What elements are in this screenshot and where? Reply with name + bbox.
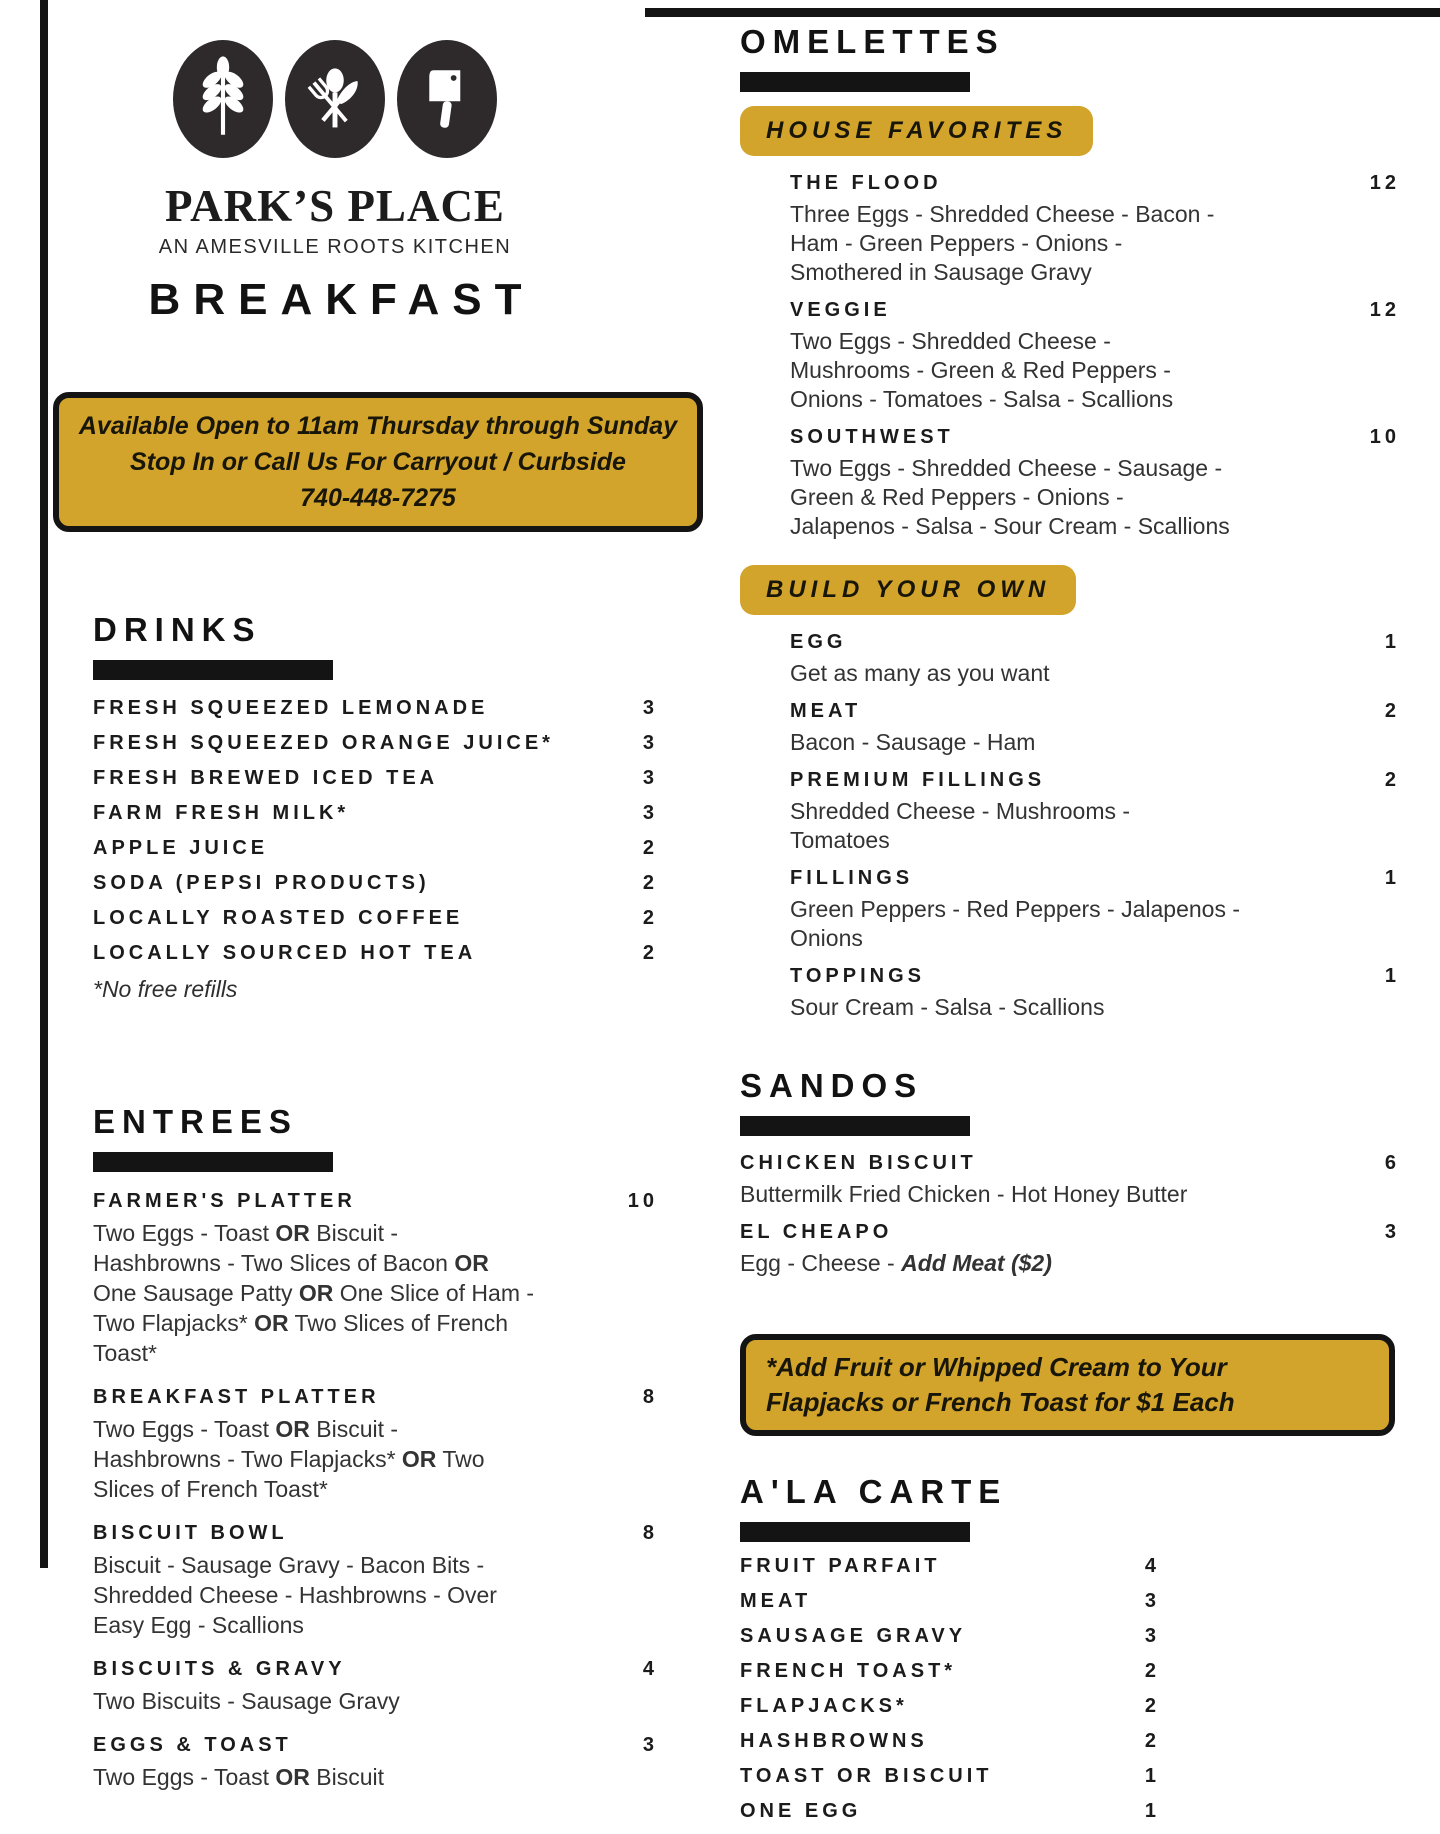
drink-name: SODA (PEPSI PRODUCTS): [93, 872, 430, 894]
item-price: 1: [1384, 965, 1400, 987]
alacarte-heading: A'LA CARTE: [740, 1473, 1008, 1510]
drink-row: [93, 871, 658, 895]
item-price: 1: [1384, 631, 1400, 653]
alacarte-row: [740, 1624, 1160, 1648]
item-price: 2: [1384, 769, 1400, 791]
item-description: Buttermilk Fried Chicken - Hot Honey Butter: [740, 1181, 1188, 1207]
menu-item-head: [93, 1384, 658, 1410]
house-favorites-pill: HOUSE FAVORITES: [740, 106, 1093, 156]
menu-item: [790, 424, 1400, 541]
entrees-list: [93, 1188, 658, 1792]
item-price: 6: [1384, 1152, 1400, 1174]
omelettes-heading: OMELETTES: [740, 23, 1005, 60]
banner-phone-number: 740-448-7275: [300, 484, 456, 512]
item-description: Egg - Cheese - Add Meat ($2): [740, 1250, 1052, 1276]
heading-underline-bar: [93, 660, 333, 680]
heading-underline-bar: [740, 1522, 970, 1542]
note-line: *Add Fruit or Whipped Cream to Your: [766, 1352, 1227, 1382]
item-price: 2: [1384, 700, 1400, 722]
alacarte-row: [740, 1729, 1160, 1753]
build-your-own-items: [790, 629, 1400, 1022]
item-description: Biscuit - Sausage Gravy - Bacon Bits - Shredded Cheese - Hashbrowns - Over Easy Egg - Scallions: [93, 1552, 497, 1638]
item-name: EL CHEAPO: [740, 1221, 893, 1243]
item-price: 4: [1144, 1555, 1160, 1577]
item-name: FILLINGS: [790, 867, 914, 889]
alacarte-row: [740, 1694, 1160, 1718]
drinks-heading: DRINKS: [93, 611, 262, 648]
drink-name: LOCALLY SOURCED HOT TEA: [93, 942, 477, 964]
item-description: Two Eggs - Shredded Cheese - Sausage - Green & Red Peppers - Onions - Jalapenos - Salsa - Sour Cream - Scallions: [790, 455, 1230, 539]
item-price: 2: [1144, 1695, 1160, 1717]
crossed-utensils-icon: [285, 40, 385, 158]
menu-item-head: [790, 865, 1400, 891]
alacarte-row: [740, 1554, 1160, 1578]
heading-underline-bar: [740, 72, 970, 92]
drink-price: 2: [642, 942, 658, 964]
alacarte-row: [740, 1589, 1160, 1613]
item-name: BISCUIT BOWL: [93, 1522, 288, 1544]
item-name: FARMER'S PLATTER: [93, 1190, 356, 1212]
menu-item: [790, 170, 1400, 287]
house-favorites-items: [790, 170, 1400, 541]
menu-item: [740, 1150, 1400, 1209]
item-description: Two Biscuits - Sausage Gravy: [93, 1688, 400, 1714]
item-description: Two Eggs - Toast OR Biscuit: [93, 1764, 385, 1790]
logo-circles: [115, 40, 555, 158]
item-name: FLAPJACKS*: [740, 1695, 908, 1717]
menu-item: [93, 1188, 658, 1368]
drink-price: 2: [642, 837, 658, 859]
drink-row: [93, 906, 658, 930]
item-price: 1: [1144, 1765, 1160, 1787]
item-price: 3: [1144, 1625, 1160, 1647]
item-description: Two Eggs - Shredded Cheese - Mushrooms - Green & Red Peppers - Onions - Tomatoes - Salsa - Scallions: [790, 328, 1174, 412]
item-name: MEAT: [740, 1590, 812, 1612]
item-name: VEGGIE: [790, 299, 891, 321]
menu-item-head: [790, 698, 1400, 724]
item-name: BISCUITS & GRAVY: [93, 1658, 346, 1680]
menu-item: [93, 1520, 658, 1640]
menu-item: [93, 1732, 658, 1792]
menu-item: [740, 1219, 1400, 1278]
menu-item-head: [790, 963, 1400, 989]
alacarte-row: [740, 1659, 1160, 1683]
menu-item-head: [93, 1732, 658, 1758]
note-line: Flapjacks or French Toast for $1 Each: [766, 1387, 1235, 1417]
restaurant-logo: [115, 40, 555, 325]
menu-item-head: [790, 297, 1400, 323]
cleaver-icon: [397, 40, 497, 158]
menu-item: [93, 1656, 658, 1716]
menu-item-head: [790, 424, 1400, 450]
menu-item: [790, 963, 1400, 1022]
drink-row: [93, 766, 658, 790]
menu-item: [790, 297, 1400, 414]
drink-name: FRESH SQUEEZED LEMONADE: [93, 697, 489, 719]
item-name: FRENCH TOAST*: [740, 1660, 957, 1682]
menu-item-head: [790, 767, 1400, 793]
drink-row: [93, 836, 658, 860]
sandos-list: [740, 1150, 1400, 1278]
item-name: PREMIUM FILLINGS: [790, 769, 1046, 791]
drink-name: FARM FRESH MILK*: [93, 802, 350, 824]
banner-hours-line: Available Open to 11am Thursday through Sunday: [78, 412, 678, 440]
drink-price: 3: [642, 802, 658, 824]
flapjacks-addon-note: [740, 1334, 1395, 1436]
menu-item-head: [790, 170, 1400, 196]
item-description: Sour Cream - Salsa - Scallions: [790, 994, 1105, 1020]
item-name: EGGS & TOAST: [93, 1734, 292, 1756]
build-your-own-pill: BUILD YOUR OWN: [740, 565, 1076, 615]
item-price: 10: [627, 1190, 658, 1212]
item-price: 1: [1384, 867, 1400, 889]
menu-item: [93, 1384, 658, 1504]
drink-price: 3: [642, 697, 658, 719]
item-name: FRUIT PARFAIT: [740, 1555, 941, 1577]
top-border-rule: [645, 8, 1440, 17]
brand-name: PARK’S PLACE: [165, 181, 505, 231]
drink-name: LOCALLY ROASTED COFFEE: [93, 907, 464, 929]
item-name: BREAKFAST PLATTER: [93, 1386, 380, 1408]
item-name: THE FLOOD: [790, 172, 942, 194]
menu-item: [790, 767, 1400, 855]
menu-item-head: [93, 1188, 658, 1214]
drink-row: [93, 731, 658, 755]
drink-price: 2: [642, 907, 658, 929]
drinks-footnote: *No free refills: [93, 976, 238, 1002]
item-price: 4: [642, 1658, 658, 1680]
item-name: HASHBROWNS: [740, 1730, 928, 1752]
alacarte-row: [740, 1799, 1160, 1823]
hours-info-banner: [53, 392, 703, 532]
item-price: 8: [642, 1386, 658, 1408]
item-description: Bacon - Sausage - Ham: [790, 729, 1036, 755]
item-description: Two Eggs - Toast OR Biscuit - Hashbrowns - Two Flapjacks* OR Two Slices of French Toast*: [93, 1416, 485, 1502]
drink-row: [93, 696, 658, 720]
drink-name: FRESH BREWED ICED TEA: [93, 767, 439, 789]
item-price: 12: [1369, 172, 1400, 194]
item-price: 8: [642, 1522, 658, 1544]
menu-item: [790, 629, 1400, 688]
menu-item-head: [93, 1520, 658, 1546]
item-price: 2: [1144, 1730, 1160, 1752]
alacarte-row: [740, 1764, 1160, 1788]
item-name: EGG: [790, 631, 847, 653]
drinks-section: [93, 610, 658, 1003]
sandos-heading: SANDOS: [740, 1067, 924, 1104]
drinks-list: [93, 696, 658, 965]
item-description: Shredded Cheese - Mushrooms - Tomatoes: [790, 798, 1131, 853]
drink-row: [93, 941, 658, 965]
heading-underline-bar: [93, 1152, 333, 1172]
item-name: TOAST OR BISCUIT: [740, 1765, 993, 1787]
menu-title: BREAKFAST: [148, 275, 535, 324]
menu-item-head: [790, 629, 1400, 655]
heading-underline-bar: [740, 1116, 970, 1136]
item-price: 3: [1144, 1590, 1160, 1612]
item-price: 3: [642, 1734, 658, 1756]
drink-name: FRESH SQUEEZED ORANGE JUICE*: [93, 732, 554, 754]
menu-item-head: [740, 1219, 1400, 1245]
item-description: Three Eggs - Shredded Cheese - Bacon - Ham - Green Peppers - Onions - Smothered in Sausage Gravy: [790, 201, 1215, 285]
banner-carryout-line: Stop In or Call Us For Carryout / Curbside: [130, 448, 626, 476]
item-price: 10: [1369, 426, 1400, 448]
item-description: Green Peppers - Red Peppers - Jalapenos - Onions: [790, 896, 1241, 951]
item-description: Get as many as you want: [790, 660, 1050, 686]
drink-row: [93, 801, 658, 825]
item-price: 12: [1369, 299, 1400, 321]
alacarte-list: [740, 1554, 1160, 1823]
menu-item: [790, 698, 1400, 757]
menu-item: [790, 865, 1400, 953]
brand-tagline: AN AMESVILLE ROOTS KITCHEN: [158, 236, 512, 258]
menu-item-head: [740, 1150, 1400, 1176]
drink-price: 2: [642, 872, 658, 894]
drink-price: 3: [642, 732, 658, 754]
drink-price: 3: [642, 767, 658, 789]
item-price: 3: [1384, 1221, 1400, 1243]
item-name: CHICKEN BISCUIT: [740, 1152, 977, 1174]
item-name: ONE EGG: [740, 1800, 862, 1822]
entrees-heading: ENTREES: [93, 1103, 298, 1140]
menu-item-head: [93, 1656, 658, 1682]
item-price: 2: [1144, 1660, 1160, 1682]
wheat-icon: [173, 40, 273, 158]
item-name: MEAT: [790, 700, 862, 722]
entrees-section: [93, 1102, 658, 1808]
item-name: TOPPINGS: [790, 965, 925, 987]
item-description: Two Eggs - Toast OR Biscuit - Hashbrowns - Two Slices of Bacon OR One Sausage Patty OR One Slice of Ham - Two Flapjacks* OR Two Slices of French Toast*: [93, 1220, 535, 1366]
left-border-rule: [40, 0, 48, 1568]
item-price: 1: [1144, 1800, 1160, 1822]
item-name: SAUSAGE GRAVY: [740, 1625, 967, 1647]
right-column: [740, 22, 1400, 1834]
drink-name: APPLE JUICE: [93, 837, 269, 859]
item-name: SOUTHWEST: [790, 426, 954, 448]
